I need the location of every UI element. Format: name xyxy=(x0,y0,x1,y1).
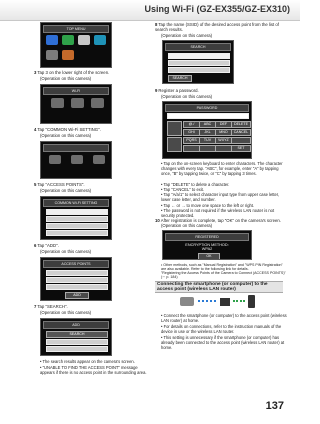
access-point-row[interactable] xyxy=(168,60,230,66)
connection-illustration xyxy=(180,294,260,310)
screen-search xyxy=(162,40,234,84)
wifi-app-icon xyxy=(91,98,104,108)
step-6-caption: (Operation on this camera) xyxy=(40,249,92,254)
section-heading: Connecting the smartphone (or computer) to the access point (wireless LAN router) xyxy=(155,281,283,293)
setting-icon xyxy=(49,155,61,164)
bullet-input-type: • Tap "A/a/1" to select character input type from upper case letter, lower case letter, and number. xyxy=(161,192,280,202)
section-bullet-unnecessary: • This setting is unnecessary if the smartphone (or computer) has already been connected to the access point (wireless LAN router) at home. xyxy=(161,335,285,350)
screen-settings xyxy=(40,141,112,179)
step-9-caption: (Operation on this camera) xyxy=(161,94,213,99)
kb-key[interactable]: WXYZ xyxy=(215,137,232,144)
wifi-app-icon xyxy=(71,98,84,108)
bullet-other-methods: • Other methods, such as "Manual Registration" and "WPS PIN Registration" are also available. Refer to the following link for details. xyxy=(161,263,283,271)
search-again-button[interactable]: SEARCH xyxy=(168,75,192,82)
screen-access-points xyxy=(40,257,112,301)
kb-key-empty[interactable] xyxy=(183,145,200,152)
kb-key[interactable]: ABC xyxy=(199,121,216,128)
kb-key[interactable]: @./ xyxy=(183,121,200,128)
access-point-row[interactable] xyxy=(168,53,230,59)
list-row xyxy=(46,216,108,222)
menu-icon xyxy=(46,50,58,60)
camera-icon xyxy=(180,297,194,306)
list-row xyxy=(46,284,108,290)
settings-icon xyxy=(78,35,90,45)
list-row xyxy=(46,339,108,345)
kb-key-empty[interactable] xyxy=(199,145,216,152)
bullet-search-results: • The search results appear on the camera's screen. xyxy=(40,359,135,364)
bullet-keyboard: • Tap on the on-screen keyboard to enter characters. The character changes with every tap. "ABC", for example, enter "A" by tapping once, "B" by tapping twice, or "C" by tapping 3 times. xyxy=(161,161,283,176)
step-4-caption: (Operation on this camera) xyxy=(40,133,92,138)
screen-title: TOP MENU xyxy=(43,25,109,33)
kb-key[interactable]: DELETE xyxy=(231,121,251,128)
kb-key[interactable]: SET xyxy=(231,145,251,152)
kb-key[interactable]: CANCEL xyxy=(231,129,251,136)
kb-key-empty[interactable] xyxy=(215,145,232,152)
access-points-row[interactable] xyxy=(46,209,108,215)
wifi-app-icon xyxy=(51,98,64,108)
step-7-caption: (Operation on this camera) xyxy=(40,310,92,315)
section-bullet-details: • For details on connections, refer to the instruction manuals of the device in use or the wireless LAN router. xyxy=(161,324,282,334)
kb-key-empty[interactable] xyxy=(231,137,251,144)
step-10: 10After registration is complete, tap "OK" on the camera's screen. xyxy=(155,218,281,223)
step-8-caption: (Operation on this camera) xyxy=(161,33,213,38)
step-9: 9Register a password. xyxy=(155,88,199,93)
setting-icon xyxy=(93,155,105,164)
dots xyxy=(198,300,216,305)
wifi-icon xyxy=(62,35,74,45)
step-8: 8Tap the name (SSID) of the desired access point from the list of search results. xyxy=(155,22,279,33)
tools-icon xyxy=(62,50,74,60)
step-6: 6Tap "ADD". xyxy=(34,243,59,248)
bullet-password-not-required: • The password is not required if the wireless LAN router is not security protected. xyxy=(161,208,275,218)
router-icon xyxy=(220,298,230,306)
screen-wifi xyxy=(40,84,112,124)
kb-key[interactable]: TUV xyxy=(199,137,216,144)
screen-title: Wi-Fi xyxy=(43,87,109,95)
screen-common-wifi-setting xyxy=(40,196,112,240)
screen-title: COMMON Wi-Fi SETTING xyxy=(43,199,109,207)
setting-icon xyxy=(71,155,83,164)
list-row xyxy=(46,277,108,283)
step-4: 4Tap "COMMON Wi-Fi SETTING". xyxy=(34,127,101,132)
page-header-title: Using Wi-Fi (GZ-EX355/GZ-EX310) xyxy=(144,4,290,14)
search-button[interactable]: SEARCH xyxy=(46,331,108,338)
add-button[interactable]: ADD xyxy=(65,292,89,299)
access-point-row[interactable] xyxy=(168,67,230,73)
camera-icon xyxy=(46,35,58,45)
screen-title: PASSWORD xyxy=(165,104,249,112)
ok-button[interactable]: OK xyxy=(198,253,220,260)
screen-title xyxy=(43,144,109,152)
password-field[interactable] xyxy=(167,113,249,119)
playback-icon xyxy=(94,35,106,45)
screen-top-menu xyxy=(40,22,112,68)
smartphone-icon xyxy=(248,295,255,308)
encryption-value: WPA2 xyxy=(201,247,213,251)
screen-add xyxy=(40,318,112,356)
kb-key[interactable]: DEF xyxy=(215,121,232,128)
section-bullet-connect: • Connect the smartphone (or computer) to the access point (wireless LAN router) at home. xyxy=(161,313,287,323)
list-row xyxy=(46,346,108,352)
bullet-cancel: • Tap "CANCEL" to exit. xyxy=(161,187,204,192)
kb-key[interactable]: MNO xyxy=(215,129,232,136)
screen-password xyxy=(162,101,252,159)
step-5-caption: (Operation on this camera) xyxy=(40,188,92,193)
bullet-delete: • Tap "DELETE" to delete a character. xyxy=(161,182,230,187)
step-3: 3Tap 3 on the lower right of the screen. xyxy=(34,70,110,75)
step-7: 7Tap "SEARCH". xyxy=(34,304,68,309)
page-number: 137 xyxy=(265,400,284,412)
link-access-points[interactable]: "Registering the Access Points of the Camera to Connect (ACCESS POINTS)" (☞ p. 184) xyxy=(161,271,286,279)
encryption-label: ENCRYPTION METHOD: xyxy=(185,243,229,247)
list-row xyxy=(46,230,108,236)
arrow-key[interactable] xyxy=(167,137,182,152)
bullet-arrows: • Tap ← or → to move one space to the left or right. xyxy=(161,203,255,208)
list-row xyxy=(46,270,108,276)
list-row xyxy=(46,223,108,229)
step-10-caption: (Operation on this camera) xyxy=(161,223,213,228)
dots xyxy=(233,300,245,305)
screen-title: REGISTERED xyxy=(165,233,249,241)
kb-key[interactable]: PQRS xyxy=(183,137,200,144)
kb-key[interactable]: JKL xyxy=(199,129,216,136)
page-header xyxy=(0,0,300,21)
mode-key[interactable] xyxy=(167,121,182,136)
step-3-caption: (Operation on this camera) xyxy=(40,76,92,81)
bullet-unable-to-find: • "UNABLE TO FIND THE ACCESS POINT" message appears if there is no access point in the surrounding area. xyxy=(40,365,147,375)
kb-key[interactable]: GHI xyxy=(183,129,200,136)
step-5: 5Tap "ACCESS POINTS". xyxy=(34,182,85,187)
screen-title: ACCESS POINTS xyxy=(43,260,109,268)
screen-title: ADD xyxy=(43,321,109,329)
screen-title: SEARCH xyxy=(165,43,231,51)
screen-registered xyxy=(162,230,252,260)
